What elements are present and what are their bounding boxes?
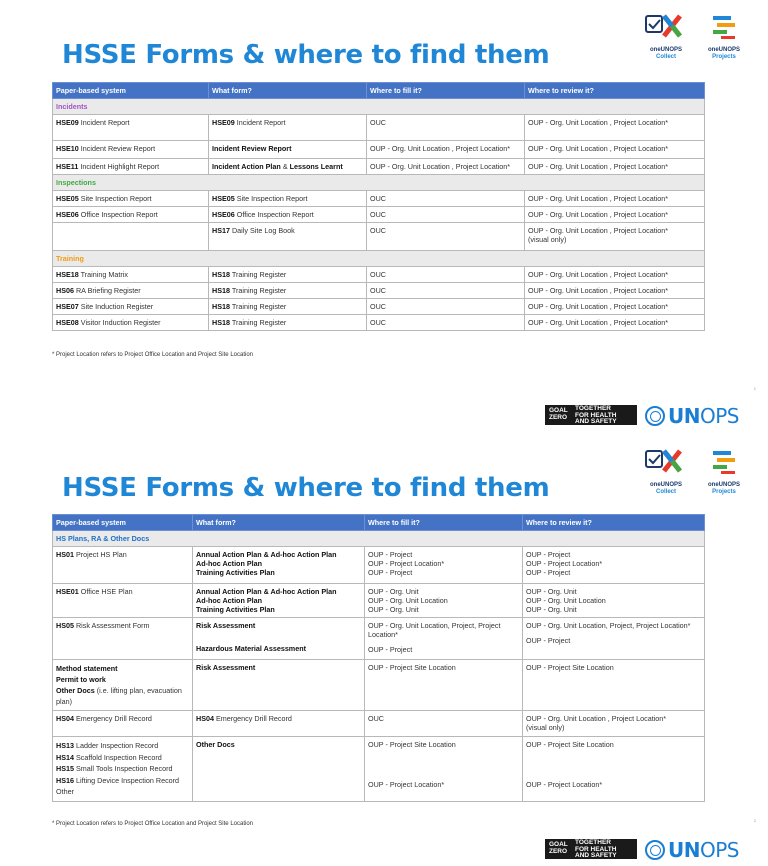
projects-icon bbox=[709, 445, 739, 477]
un-emblem-icon bbox=[645, 840, 665, 860]
table-row: HSE01 Office HSE Plan Annual Action Plan & Ad-hoc Action Plan Ad-hoc Action Plan Training Activities Plan OUP - Org. Unit OUP - Org. Unit Location OUP - Org. Unit OUP - Org. Unit OUP - Org. Unit Location OUP - Org. Unit bbox=[53, 584, 705, 618]
oneunops-collect-logo: oneUNOPS Collect bbox=[638, 10, 694, 61]
page-title: HSSE Forms & where to find them bbox=[62, 473, 550, 503]
table-header-row bbox=[53, 515, 705, 531]
table-header-row bbox=[53, 83, 705, 99]
footnote: * Project Location refers to Project Office Location and Project Site Location bbox=[52, 821, 253, 827]
un-emblem-icon bbox=[645, 406, 665, 426]
table-row: HS13 Ladder Inspection Record HS14 Scaffold Inspection Record HS15 Small Tools Inspection Record HS16 Lifting Device Inspection Record Other Other Docs OUP - Project Site Location OUP - Project Location* OUP - Project Site Location OUP - Project Location* bbox=[53, 737, 705, 802]
section-row bbox=[53, 175, 705, 191]
footer-logos bbox=[545, 836, 760, 862]
col-header: Where to fill it? bbox=[365, 515, 523, 531]
brand-logos bbox=[638, 445, 758, 499]
brand-logos bbox=[638, 10, 758, 64]
page-title: HSSE Forms & where to find them bbox=[62, 40, 550, 70]
table-row: Method statement Permit to work Other Docs (i.e. lifting plan, evacuation plan) Risk Assessment OUP - Project Site Location OUP - Project Site Location bbox=[53, 660, 705, 711]
table-row: HS04 Emergency Drill Record HS04 Emergency Drill Record OUC OUP - Org. Unit Location , Project Location* (visual only) bbox=[53, 711, 705, 737]
col-header: Where to review it? bbox=[523, 515, 705, 531]
oneunops-projects-logo: oneUNOPS Projects bbox=[696, 445, 752, 496]
table-row: HSE08 Visitor Induction Register HS18 Training Register OUC OUP - Org. Unit Location , Project Location* bbox=[53, 315, 705, 331]
col-header: Paper-based system bbox=[53, 515, 193, 531]
section-label: Incidents bbox=[53, 99, 705, 115]
unops-logo: UNOPS bbox=[645, 404, 739, 428]
goal-zero-logo: GOAL ZERO TOGETHER FOR HEALTH AND SAFETY bbox=[545, 839, 637, 859]
section-label: Inspections bbox=[53, 175, 705, 191]
slide-2 bbox=[0, 433, 768, 866]
table-row: HSE05 Site Inspection Report HSE05 Site Inspection Report OUC OUP - Org. Unit Location , Project Location* bbox=[53, 191, 705, 207]
page-number: 1 bbox=[753, 386, 756, 391]
col-header: Paper-based system bbox=[53, 83, 209, 99]
footnote: * Project Location refers to Project Office Location and Project Site Location bbox=[52, 352, 253, 358]
section-row bbox=[53, 251, 705, 267]
table-row: HS01 Project HS Plan Annual Action Plan & Ad-hoc Action Plan Ad-hoc Action Plan Training Activities Plan OUP - Project OUP - Project Location* OUP - Project OUP - Project OUP - Project Location* OUP - Project bbox=[53, 547, 705, 584]
col-header: Where to review it? bbox=[525, 83, 705, 99]
table-row: HSE09 Incident Report HSE09 Incident Report OUC OUP - Org. Unit Location , Project Location* bbox=[53, 115, 705, 141]
forms-table bbox=[52, 514, 705, 802]
collect-icon bbox=[644, 445, 688, 477]
table-row: HSE18 Training Matrix HS18 Training Register OUC OUP - Org. Unit Location , Project Location* bbox=[53, 267, 705, 283]
forms-table bbox=[52, 82, 705, 331]
col-header: What form? bbox=[209, 83, 367, 99]
projects-icon bbox=[709, 10, 739, 42]
footer-logos bbox=[545, 402, 760, 428]
table-row: HS06 RA Briefing Register HS18 Training Register OUC OUP - Org. Unit Location , Project Location* bbox=[53, 283, 705, 299]
oneunops-projects-logo: oneUNOPS Projects bbox=[696, 10, 752, 61]
section-row bbox=[53, 531, 705, 547]
goal-zero-logo: GOAL ZERO TOGETHER FOR HEALTH AND SAFETY bbox=[545, 405, 637, 425]
section-row bbox=[53, 99, 705, 115]
table-row: HS05 Risk Assessment Form Risk Assessment Hazardous Material Assessment OUP - Org. Unit Location, Project, Project Location* OUP - Project OUP - Org. Unit Location, Project, Project Location* OUP - Project bbox=[53, 618, 705, 660]
section-label: HS Plans, RA & Other Docs bbox=[53, 531, 705, 547]
oneunops-collect-logo: oneUNOPS Collect bbox=[638, 445, 694, 496]
section-label: Training bbox=[53, 251, 705, 267]
table-row: HSE07 Site Induction Register HS18 Training Register OUC OUP - Org. Unit Location , Project Location* bbox=[53, 299, 705, 315]
collect-icon bbox=[644, 10, 688, 42]
table-row: HSE06 Office Inspection Report HSE06 Office Inspection Report OUC OUP - Org. Unit Location , Project Location* bbox=[53, 207, 705, 223]
page-number: 2 bbox=[753, 818, 756, 823]
table-row: HSE10 Incident Review Report Incident Review Report OUP - Org. Unit Location , Project Location* OUP - Org. Unit Location , Project Location* bbox=[53, 141, 705, 159]
col-header: What form? bbox=[193, 515, 365, 531]
table-row: HSE11 Incident Highlight Report Incident Action Plan & Lessons Learnt OUP - Org. Unit Location , Project Location* OUP - Org. Unit Location , Project Location* bbox=[53, 159, 705, 175]
col-header: Where to fill it? bbox=[367, 83, 525, 99]
table-row: HS17 Daily Site Log Book OUC OUP - Org. Unit Location , Project Location* (visual only) bbox=[53, 223, 705, 251]
unops-logo: UNOPS bbox=[645, 838, 739, 862]
